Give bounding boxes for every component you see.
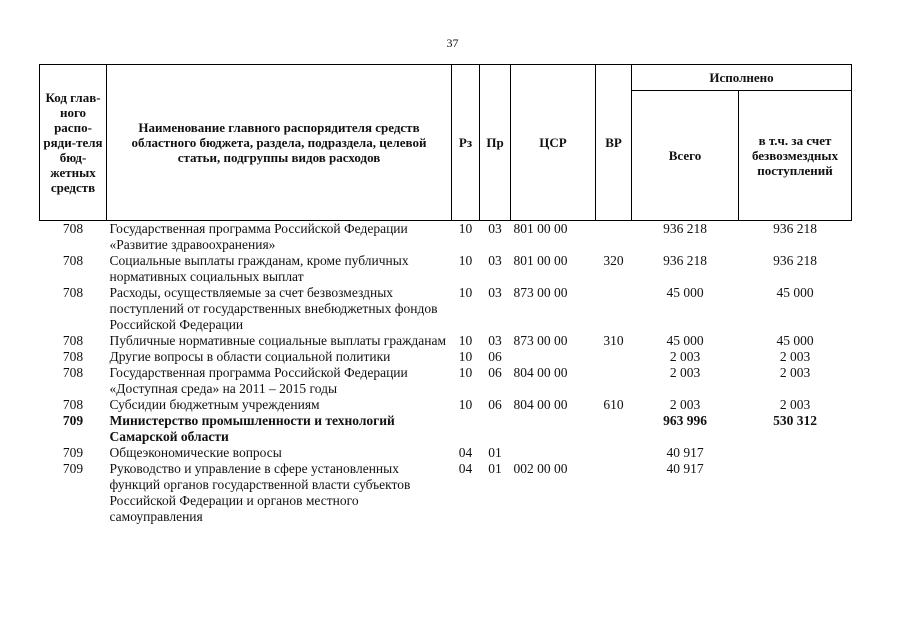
page-number: 37 bbox=[446, 36, 459, 50]
cell-rz bbox=[452, 413, 480, 445]
cell-pr: 03 bbox=[488, 333, 502, 348]
cell-name: Государственная программа Российской Федерации «Развитие здравоохранения» bbox=[109, 221, 408, 252]
cell-gratuitous: 936 218 bbox=[773, 253, 817, 268]
table-row bbox=[40, 413, 852, 445]
cell-pr bbox=[480, 413, 511, 445]
cell-pr: 01 bbox=[488, 445, 502, 460]
cell-gratuitous: 2 003 bbox=[779, 365, 811, 380]
cell-total: 40 917 bbox=[666, 461, 704, 476]
cell-code: 708 bbox=[62, 221, 84, 236]
cell-rz: 04 bbox=[458, 445, 473, 460]
header-total: Всего bbox=[632, 91, 739, 221]
cell-vr bbox=[596, 461, 632, 525]
header-pr: Пр bbox=[480, 65, 511, 221]
cell-total: 936 218 bbox=[663, 253, 707, 268]
table-row bbox=[40, 333, 852, 349]
cell-vr bbox=[596, 221, 632, 254]
header-rz: Рз bbox=[452, 65, 480, 221]
cell-total: 2 003 bbox=[669, 397, 701, 412]
table-body bbox=[40, 221, 852, 526]
cell-vr bbox=[596, 413, 632, 445]
cell-rz: 10 bbox=[458, 285, 473, 300]
cell-gratuitous: 45 000 bbox=[776, 333, 814, 348]
cell-gratuitous: 2 003 bbox=[779, 349, 811, 364]
cell-total: 45 000 bbox=[666, 333, 704, 348]
header-vr: ВР bbox=[596, 65, 632, 221]
cell-code: 709 bbox=[62, 413, 84, 428]
cell-code: 708 bbox=[62, 253, 84, 268]
table-row bbox=[40, 397, 852, 413]
cell-vr bbox=[596, 445, 632, 461]
table-row bbox=[40, 461, 852, 525]
cell-gratuitous bbox=[739, 445, 852, 461]
header-name: Наименование главного распорядителя средств областного бюджета, раздела, подраздела, целевой статьи, подгруппы видов расходов bbox=[107, 65, 452, 221]
cell-rz: 10 bbox=[458, 253, 473, 268]
cell-code: 708 bbox=[62, 365, 84, 380]
cell-gratuitous: 936 218 bbox=[773, 221, 817, 236]
header-csr: ЦСР bbox=[511, 65, 596, 221]
cell-rz: 10 bbox=[458, 397, 473, 412]
cell-csr: 002 00 00 bbox=[513, 461, 568, 476]
cell-total: 963 996 bbox=[663, 413, 707, 428]
cell-gratuitous: 45 000 bbox=[776, 285, 814, 300]
cell-vr: 310 bbox=[603, 333, 624, 348]
cell-name: Другие вопросы в области социальной политики bbox=[109, 349, 391, 364]
cell-csr: 873 00 00 bbox=[513, 285, 568, 300]
cell-rz: 04 bbox=[458, 461, 473, 476]
budget-table bbox=[39, 64, 852, 525]
cell-name: Государственная программа Российской Федерации «Доступная среда» на 2011 – 2015 годы bbox=[109, 365, 408, 396]
cell-csr: 801 00 00 bbox=[513, 253, 568, 268]
cell-rz: 10 bbox=[458, 365, 473, 380]
table-row bbox=[40, 349, 852, 365]
cell-csr: 873 00 00 bbox=[513, 333, 568, 348]
header-gratuitous: в т.ч. за счет безвозмездных поступлений bbox=[739, 91, 852, 221]
cell-csr: 801 00 00 bbox=[513, 221, 568, 236]
cell-csr bbox=[511, 445, 596, 461]
cell-gratuitous: 530 312 bbox=[773, 413, 817, 428]
cell-name: Расходы, осуществляемые за счет безвозмездных поступлений от государственных внебюджетных фондов Российской Федерации bbox=[109, 285, 438, 332]
header-executed: Исполнено bbox=[632, 65, 852, 91]
cell-vr: 610 bbox=[603, 397, 624, 412]
cell-code: 708 bbox=[62, 397, 84, 412]
cell-total: 45 000 bbox=[666, 285, 704, 300]
cell-pr: 06 bbox=[488, 365, 502, 380]
cell-name: Субсидии бюджетным учреждениям bbox=[109, 397, 320, 412]
table-row bbox=[40, 253, 852, 285]
cell-total: 2 003 bbox=[669, 349, 701, 364]
cell-vr bbox=[596, 285, 632, 333]
cell-gratuitous bbox=[739, 461, 852, 525]
cell-code: 709 bbox=[62, 461, 84, 476]
table-row bbox=[40, 445, 852, 461]
cell-name: Социальные выплаты гражданам, кроме публичных нормативных социальных выплат bbox=[109, 253, 409, 284]
table-row bbox=[40, 285, 852, 333]
cell-total: 936 218 bbox=[663, 221, 707, 236]
cell-pr: 03 bbox=[488, 285, 502, 300]
cell-code: 708 bbox=[62, 285, 84, 300]
cell-code: 708 bbox=[62, 349, 84, 364]
cell-name: Общеэкономические вопросы bbox=[109, 445, 282, 460]
cell-rz: 10 bbox=[458, 349, 473, 364]
cell-code: 708 bbox=[62, 333, 84, 348]
cell-csr bbox=[511, 413, 596, 445]
cell-pr: 03 bbox=[488, 253, 502, 268]
cell-csr: 804 00 00 bbox=[513, 365, 568, 380]
cell-total: 2 003 bbox=[669, 365, 701, 380]
cell-vr bbox=[596, 349, 632, 365]
cell-name: Министерство промышленности и технологий Самарской области bbox=[109, 413, 395, 444]
cell-code: 709 bbox=[62, 445, 84, 460]
cell-total: 40 917 bbox=[666, 445, 704, 460]
cell-name: Публичные нормативные социальные выплаты гражданам bbox=[109, 333, 447, 348]
cell-rz: 10 bbox=[458, 221, 473, 236]
table-row bbox=[40, 221, 852, 254]
cell-pr: 06 bbox=[488, 397, 502, 412]
cell-pr: 03 bbox=[488, 221, 502, 236]
cell-pr: 01 bbox=[488, 461, 502, 476]
cell-csr bbox=[511, 349, 596, 365]
cell-name: Руководство и управление в сфере установленных функций органов государственной власти субъектов Российской Федерации и органов местного самоуправления bbox=[109, 461, 411, 524]
cell-pr: 06 bbox=[488, 349, 502, 364]
cell-vr: 320 bbox=[603, 253, 624, 268]
table-row bbox=[40, 365, 852, 397]
cell-csr: 804 00 00 bbox=[513, 397, 568, 412]
cell-rz: 10 bbox=[458, 333, 473, 348]
cell-vr bbox=[596, 365, 632, 397]
header-code: Код глав-ного распо-ряди-теля бюд-жетных средств bbox=[40, 65, 107, 221]
cell-gratuitous: 2 003 bbox=[779, 397, 811, 412]
